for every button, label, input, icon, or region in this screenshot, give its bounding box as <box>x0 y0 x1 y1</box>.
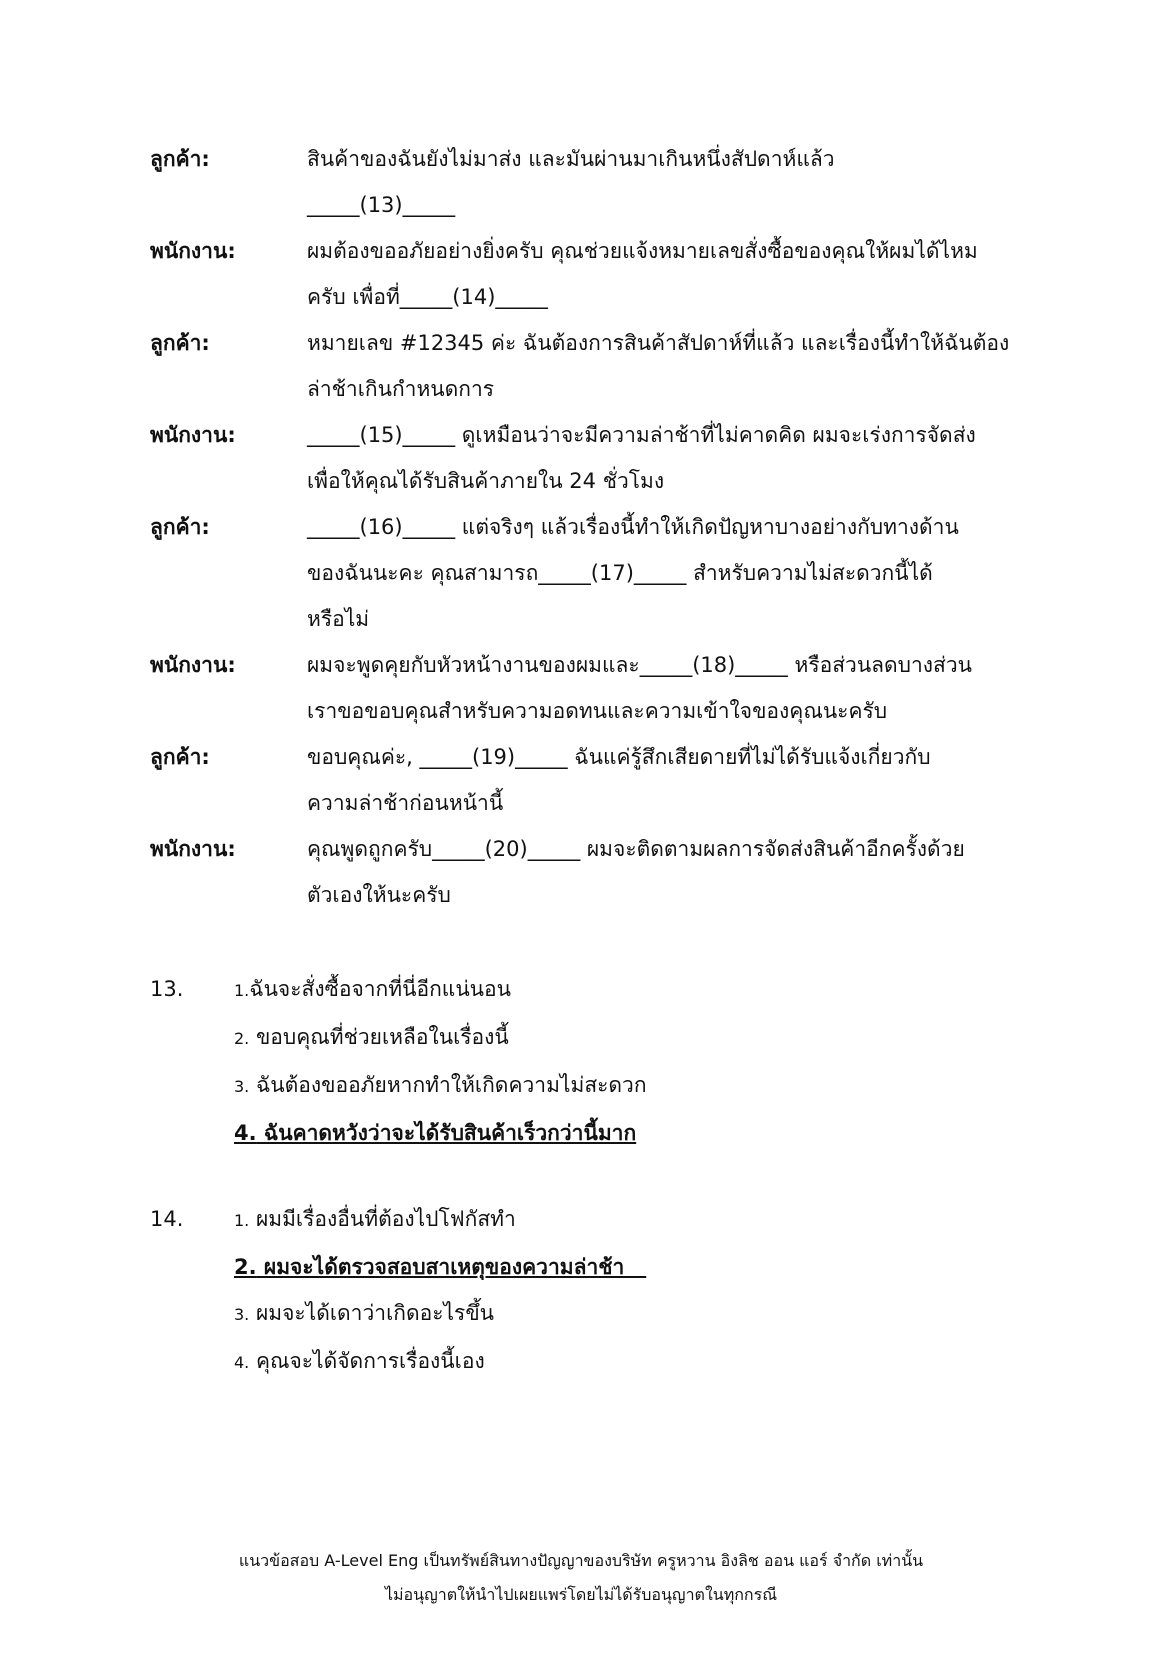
dialogue-line: หรือไม่ <box>307 607 370 631</box>
dialogue-line: เราขอขอบคุณสำหรับความอดทนและความเข้าใจของคุณนะครับ <box>307 699 888 723</box>
dialogue-text <box>307 504 1027 642</box>
dialogue-turn <box>150 412 1050 504</box>
option-text: ผมจะได้ตรวจสอบสาเหตุของความล่าช้า <box>256 1255 647 1279</box>
speaker-label: ลูกค้า: <box>150 147 210 171</box>
answer-option <box>234 1290 646 1338</box>
correct-answer-option <box>234 1110 647 1156</box>
question <box>150 1196 1050 1386</box>
dialogue-turn <box>150 504 1050 642</box>
dialogue-turn <box>150 734 1050 826</box>
dialogue-line: สินค้าของฉันยังไม่มาส่ง และมันผ่านมาเกินหนึ่งสัปดาห์แล้ว <box>307 147 835 171</box>
question-number: 14. <box>150 1207 184 1231</box>
dialogue-line: ของฉันนะคะ คุณสามารถ_____(17)_____ สำหรับความไม่สะดวกนี้ได้ <box>307 561 933 585</box>
dialogue-line: ผมจะพูดคุยกับหัวหน้างานของผมและ_____(18)_____ หรือส่วนลดบางส่วน <box>307 653 973 677</box>
option-text: คุณจะได้จัดการเรื่องนี้เอง <box>249 1349 485 1373</box>
option-list <box>234 1196 646 1386</box>
option-text: ฉันคาดหวังว่าจะได้รับสินค้าเร็วกว่านี้มาก <box>256 1121 637 1145</box>
option-text: ฉันจะสั่งซื้อจากที่นี่อีกแน่นอน <box>249 977 511 1001</box>
option-number: 2. <box>234 1255 257 1279</box>
answer-option <box>234 1196 646 1244</box>
answer-option <box>234 1062 647 1110</box>
dialogue-text <box>307 136 1027 228</box>
answer-option <box>234 1338 646 1386</box>
question-number: 13. <box>150 977 184 1001</box>
dialogue-line: ตัวเองให้นะครับ <box>307 883 451 907</box>
dialogue-line: ความล่าช้าก่อนหน้านี้ <box>307 791 504 815</box>
dialogue-turn <box>150 826 1050 918</box>
speaker-label: พนักงาน: <box>150 837 236 861</box>
question <box>150 966 1050 1156</box>
dialogue-text <box>307 412 1027 504</box>
footer <box>0 1544 1162 1612</box>
speaker-label: พนักงาน: <box>150 423 236 447</box>
option-number: 3. <box>234 1305 250 1324</box>
dialogue-text <box>307 826 1027 918</box>
dialogue-line: เพื่อให้คุณได้รับสินค้าภายใน 24 ชั่วโมง <box>307 469 665 493</box>
answer-option <box>234 966 647 1014</box>
option-number: 1. <box>234 981 250 1000</box>
speaker-label: ลูกค้า: <box>150 745 210 769</box>
dialogue-turn <box>150 136 1050 228</box>
dialogue-line: หมายเลข #12345 ค่ะ ฉันต้องการสินค้าสัปดาห์ที่แล้ว และเรื่องนี้ทำให้ฉันต้อง <box>307 331 1010 355</box>
dialogue-text <box>307 320 1027 412</box>
speaker-label: ลูกค้า: <box>150 331 210 355</box>
speaker-label: ลูกค้า: <box>150 515 210 539</box>
dialogue-line: ผมต้องขออภัยอย่างยิ่งครับ คุณช่วยแจ้งหมายเลขสั่งซื้อของคุณให้ผมได้ไหม <box>307 239 978 263</box>
answer-option <box>234 1014 647 1062</box>
option-number: 1. <box>234 1211 250 1230</box>
option-number: 2. <box>234 1029 250 1048</box>
questions <box>150 966 1050 1386</box>
dialogue-turn <box>150 228 1050 320</box>
dialogue-text <box>307 734 1027 826</box>
correct-answer-option <box>234 1244 646 1290</box>
option-number: 4. <box>234 1353 250 1372</box>
dialogue-turn <box>150 320 1050 412</box>
dialogue-text <box>307 228 1027 320</box>
option-text: ขอบคุณที่ช่วยเหลือในเรื่องนี้ <box>249 1025 509 1049</box>
option-text: ผมมีเรื่องอื่นที่ต้องไปโฟกัสทำ <box>249 1207 516 1231</box>
dialogue-line: ครับ เพื่อที่_____(14)_____ <box>307 285 548 309</box>
option-list <box>234 966 647 1156</box>
footer-line-1: แนวข้อสอบ A-Level Eng เป็นทรัพย์สินทางปัญญาของบริษัท ครูหวาน อิงลิช ออน แอร์ จำกัด เท่านั้น <box>238 1551 924 1570</box>
dialogue-line: ล่าช้าเกินกำหนดการ <box>307 377 495 401</box>
dialogue <box>150 136 1050 918</box>
option-text: ผมจะได้เดาว่าเกิดอะไรขึ้น <box>249 1301 495 1325</box>
dialogue-turn <box>150 642 1050 734</box>
option-number: 3. <box>234 1077 250 1096</box>
dialogue-text <box>307 642 1027 734</box>
dialogue-line: _____(13)_____ <box>307 193 456 217</box>
option-number: 4. <box>234 1121 257 1145</box>
dialogue-line: _____(15)_____ ดูเหมือนว่าจะมีความล่าช้าที่ไม่คาดคิด ผมจะเร่งการจัดส่ง <box>307 423 976 447</box>
option-text: ฉันต้องขออภัยหากทำให้เกิดความไม่สะดวก <box>249 1073 647 1097</box>
speaker-label: พนักงาน: <box>150 239 236 263</box>
dialogue-line: _____(16)_____ แต่จริงๆ แล้วเรื่องนี้ทำให้เกิดปัญหาบางอย่างกับทางด้าน <box>307 515 959 539</box>
dialogue-line: คุณพูดถูกครับ_____(20)_____ ผมจะติดตามผลการจัดส่งสินค้าอีกครั้งด้วย <box>307 837 965 861</box>
footer-line-2: ไม่อนุญาตให้นำไปเผยแพร่โดยไม่ได้รับอนุญาตในทุกกรณี <box>384 1585 778 1604</box>
speaker-label: พนักงาน: <box>150 653 236 677</box>
dialogue-line: ขอบคุณค่ะ, _____(19)_____ ฉันแค่รู้สึกเสียดายที่ไม่ได้รับแจ้งเกี่ยวกับ <box>307 745 931 769</box>
